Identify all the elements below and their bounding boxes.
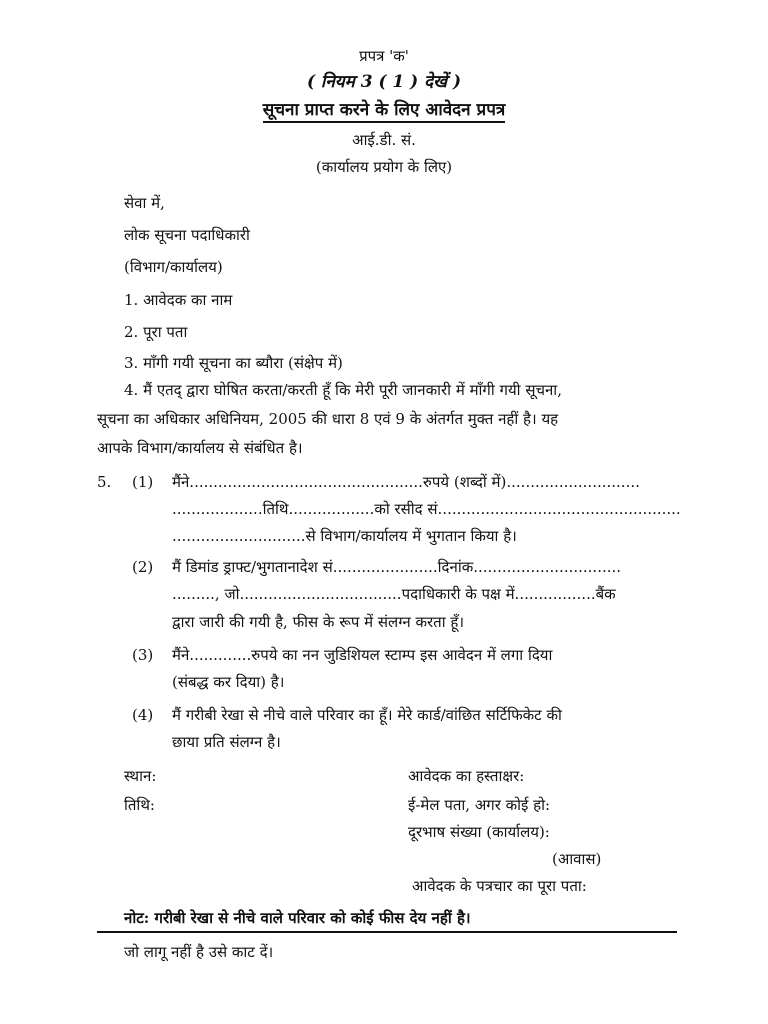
date-label: तिथि: <box>124 796 155 814</box>
form-name: प्रपत्र 'क' <box>359 47 409 65</box>
item-5-1-line-2: ...................तिथि..................को रसीद सं................................................... <box>172 500 681 518</box>
signature-label: आवेदक का हस्ताक्षर: <box>408 767 525 785</box>
item-5-2-line-1: मैं डिमांड ड्राफ्ट/भुगतानादेश सं......................दिनांक............................... <box>172 558 622 576</box>
item-full-address: 2. पूरा पता <box>124 323 188 341</box>
department-line: (विभाग/कार्यालय) <box>124 258 223 276</box>
item-5-1-line-1: मैंने.................................................रुपये (शब्दों में)............................ <box>172 473 640 491</box>
officer-line: लोक सूचना पदाधिकारी <box>124 226 250 244</box>
email-label: ई-मेल पता, अगर कोई हो: <box>408 796 551 814</box>
strike-instruction: जो लागू नहीं है उसे काट दें। <box>124 943 274 961</box>
item-5-3-number: (3) <box>132 646 154 664</box>
item-5-2-line-3: द्वारा जारी की गयी है, फीस के रूप में संलग्न करता हूँ। <box>172 613 465 631</box>
item-5-4-line-1: मैं गरीबी रेखा से नीचे वाले परिवार का हूँ। मेरे कार्ड/वांछित सर्टिफिकेट की <box>172 706 562 724</box>
item-5-3-line-2: (संबद्ध कर दिया) है। <box>172 673 285 691</box>
form-title-wrap <box>0 100 768 120</box>
item-declaration-line-1: 4. मैं एतद् द्वारा घोषित करता/करती हूँ कि मेरी पूरी जानकारी में माँगी गयी सूचना, <box>124 381 562 399</box>
item-applicant-name: 1. आवेदक का नाम <box>124 291 233 309</box>
phone-label: दूरभाष संख्या (कार्यालय): <box>408 823 550 841</box>
salutation: सेवा में, <box>124 194 165 212</box>
residence-label: (आवास) <box>552 850 602 868</box>
item-5-1-line-3: ............................से विभाग/कार्यालय में भुगतान किया है। <box>172 527 517 545</box>
item-5-1-number: (1) <box>132 473 154 491</box>
item-5-2-line-2: ........., जो..................................पदाधिकारी के पक्ष में.................बैंक <box>172 585 616 603</box>
item-declaration-line-2: सूचना का अधिकार अधिनियम, 2005 की धारा 8 एवं 9 के अंतर्गत मुक्त नहीं है। यह <box>97 410 559 428</box>
item-5-4-number: (4) <box>132 706 154 724</box>
item-declaration-line-3: आपके विभाग/कार्यालय से संबंधित है। <box>97 439 303 457</box>
separator-line <box>97 931 677 933</box>
office-use-note: (कार्यालय प्रयोग के लिए) <box>315 158 453 176</box>
item-5-2-number: (2) <box>132 558 154 576</box>
postal-address-label: आवेदक के पत्रचार का पूरा पता: <box>412 877 587 895</box>
place-label: स्थान: <box>124 767 157 785</box>
item-5-number: 5. <box>97 473 112 491</box>
rule-reference: ( नियम 3 ( 1 ) देखें ) <box>306 72 462 92</box>
form-title: सूचना प्राप्त करने के लिए आवेदन प्रपत्र <box>263 100 505 123</box>
item-5-3-line-1: मैंने.............रुपये का नन जुडिशियल स्टाम्प इस आवेदन में लगा दिया <box>172 646 553 664</box>
note-text: नोट: गरीबी रेखा से नीचे वाले परिवार को कोई फीस देय नहीं है। <box>124 909 471 927</box>
item-5-4-line-2: छाया प्रति संलग्न है। <box>172 733 281 751</box>
item-info-details: 3. माँगी गयी सूचना का ब्यौरा (संक्षेप में) <box>124 354 343 372</box>
id-number: आई.डी. सं. <box>352 131 416 149</box>
